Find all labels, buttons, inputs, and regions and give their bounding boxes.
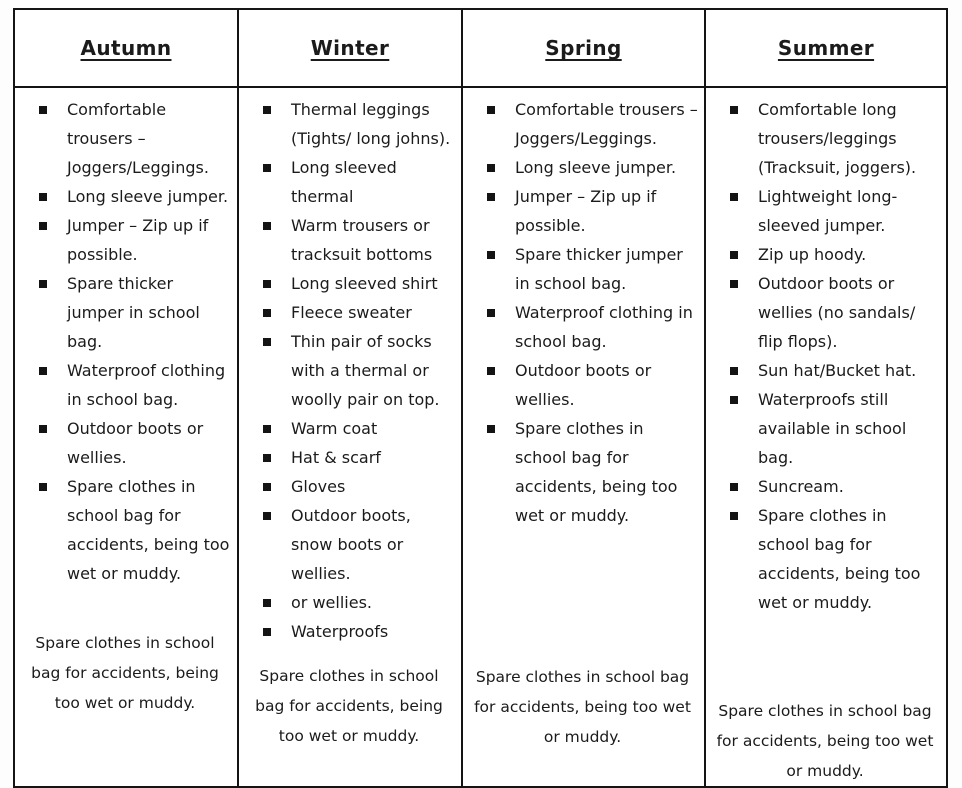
square-bullet-icon: [39, 367, 47, 375]
list-item: [487, 298, 699, 356]
list-item: [39, 356, 232, 414]
list-item: [263, 588, 456, 617]
list-item-text: Outdoor boots or wellies.: [67, 419, 204, 467]
list-item: [263, 617, 456, 646]
square-bullet-icon: [487, 367, 495, 375]
list-item: [730, 356, 941, 385]
square-bullet-icon: [487, 164, 495, 172]
spare-clothes-note-autumn: Spare clothes in school bag for accidents, being too wet or muddy.: [31, 634, 219, 712]
square-bullet-icon: [39, 106, 47, 114]
square-bullet-icon: [487, 309, 495, 317]
square-bullet-icon: [39, 425, 47, 433]
clothing-list-winter: [239, 95, 459, 646]
square-bullet-icon: [730, 512, 738, 520]
list-item-text: Comfortable trousers – Joggers/Leggings.: [515, 100, 698, 148]
list-item: [39, 95, 232, 182]
list-item: [39, 269, 232, 356]
list-item: [263, 298, 456, 327]
list-item: [263, 153, 456, 211]
list-item: [39, 414, 232, 472]
list-item-text: Waterproof clothing in school bag.: [67, 361, 226, 409]
square-bullet-icon: [730, 193, 738, 201]
column-cell-summer: [705, 87, 947, 787]
spare-clothes-note-winter: Spare clothes in school bag for accidents, being too wet or muddy.: [255, 667, 443, 745]
square-bullet-icon: [263, 454, 271, 462]
list-item: [487, 414, 699, 530]
list-item-text: Jumper – Zip up if possible.: [515, 187, 657, 235]
list-item-text: Outdoor boots or wellies (no sandals/ flip flops).: [758, 274, 916, 351]
list-item-text: Gloves: [291, 477, 346, 496]
list-item: [263, 501, 456, 588]
list-item-text: Jumper – Zip up if possible.: [67, 216, 209, 264]
list-item-text: Fleece sweater: [291, 303, 412, 322]
square-bullet-icon: [39, 222, 47, 230]
square-bullet-icon: [39, 280, 47, 288]
square-bullet-icon: [263, 222, 271, 230]
list-item-text: Long sleeved thermal: [291, 158, 397, 206]
list-item-text: Thermal leggings (Tights/ long johns).: [291, 100, 451, 148]
list-item-text: Long sleeved shirt: [291, 274, 438, 293]
list-item: [263, 95, 456, 153]
list-item: [487, 95, 699, 153]
clothing-list-autumn: [15, 95, 235, 588]
list-item: [263, 211, 456, 269]
square-bullet-icon: [487, 193, 495, 201]
square-bullet-icon: [730, 106, 738, 114]
column-header-winter: [238, 9, 462, 87]
list-item: [730, 240, 941, 269]
list-item-text: Suncream.: [758, 477, 844, 496]
column-header-spring-label: Spring: [545, 36, 622, 60]
column-header-autumn: [14, 9, 238, 87]
list-item: [730, 182, 941, 240]
list-item-text: Waterproofs still available in school bag.: [758, 390, 907, 467]
list-item: [39, 211, 232, 269]
list-item: [39, 472, 232, 588]
column-header-spring: [462, 9, 705, 87]
list-item-text: Warm trousers or tracksuit bottoms: [291, 216, 433, 264]
square-bullet-icon: [263, 280, 271, 288]
square-bullet-icon: [487, 251, 495, 259]
spare-clothes-note-summer: Spare clothes in school bag for accidents, being too wet or muddy.: [716, 702, 934, 780]
list-item: [263, 472, 456, 501]
list-item: [487, 240, 699, 298]
body-row: [14, 87, 947, 787]
list-item: [263, 414, 456, 443]
square-bullet-icon: [487, 425, 495, 433]
list-item-text: Spare clothes in school bag for accidents, being too wet or muddy.: [515, 419, 678, 525]
list-item-text: Warm coat: [291, 419, 378, 438]
square-bullet-icon: [263, 512, 271, 520]
list-item-text: Zip up hoody.: [758, 245, 867, 264]
square-bullet-icon: [730, 251, 738, 259]
list-item-text: Sun hat/Bucket hat.: [758, 361, 917, 380]
list-item: [39, 182, 232, 211]
column-cell-autumn: [14, 87, 238, 787]
list-item: [487, 356, 699, 414]
list-item: [730, 269, 941, 356]
square-bullet-icon: [730, 483, 738, 491]
column-cell-winter: [238, 87, 462, 787]
list-item-text: Lightweight long-sleeved jumper.: [758, 187, 898, 235]
column-header-summer: [705, 9, 947, 87]
list-item: [730, 95, 941, 182]
list-item: [487, 182, 699, 240]
square-bullet-icon: [263, 599, 271, 607]
list-item-text: Comfortable long trousers/leggings (Tracksuit, joggers).: [758, 100, 917, 177]
list-item: [263, 443, 456, 472]
list-item-text: Waterproof clothing in school bag.: [515, 303, 693, 351]
column-header-autumn-label: Autumn: [80, 36, 172, 60]
square-bullet-icon: [263, 106, 271, 114]
list-item-text: Spare clothes in school bag for accidents, being too wet or muddy.: [758, 506, 921, 612]
list-item: [263, 269, 456, 298]
list-item-text: Waterproofs: [291, 622, 389, 641]
list-item-text: Spare clothes in school bag for accidents, being too wet or muddy.: [67, 477, 230, 583]
square-bullet-icon: [263, 425, 271, 433]
clothing-list-summer: [706, 95, 944, 617]
list-item-text: Outdoor boots or wellies.: [515, 361, 652, 409]
square-bullet-icon: [487, 106, 495, 114]
square-bullet-icon: [263, 628, 271, 636]
column-cell-spring: [462, 87, 705, 787]
list-item: [730, 501, 941, 617]
document-canvas: [13, 8, 948, 788]
clothing-list-spring: [463, 95, 702, 530]
spare-clothes-note-spring: Spare clothes in school bag for accidents, being too wet or muddy.: [474, 668, 691, 746]
column-header-winter-label: Winter: [310, 36, 390, 60]
list-item: [730, 385, 941, 472]
square-bullet-icon: [730, 367, 738, 375]
seasonal-clothing-table: [13, 8, 948, 788]
list-item-text: Long sleeve jumper.: [67, 187, 229, 206]
list-item-text: Spare thicker jumper in school bag.: [67, 274, 200, 351]
square-bullet-icon: [39, 193, 47, 201]
list-item: [263, 327, 456, 414]
list-item-text: Comfortable trousers – Joggers/Leggings.: [67, 100, 209, 177]
square-bullet-icon: [263, 483, 271, 491]
list-item-text: Thin pair of socks with a thermal or woolly pair on top.: [291, 332, 440, 409]
square-bullet-icon: [263, 164, 271, 172]
list-item-text: Long sleeve jumper.: [515, 158, 677, 177]
square-bullet-icon: [263, 309, 271, 317]
list-item-text: Hat & scarf: [291, 448, 381, 467]
list-item: [487, 153, 699, 182]
list-item-text: or wellies.: [291, 593, 372, 612]
header-row: [14, 9, 947, 87]
column-header-summer-label: Summer: [777, 36, 875, 60]
square-bullet-icon: [730, 280, 738, 288]
square-bullet-icon: [263, 338, 271, 346]
list-item-text: Spare thicker jumper in school bag.: [515, 245, 683, 293]
square-bullet-icon: [39, 483, 47, 491]
square-bullet-icon: [730, 396, 738, 404]
list-item-text: Outdoor boots, snow boots or wellies.: [291, 506, 411, 583]
list-item: [730, 472, 941, 501]
